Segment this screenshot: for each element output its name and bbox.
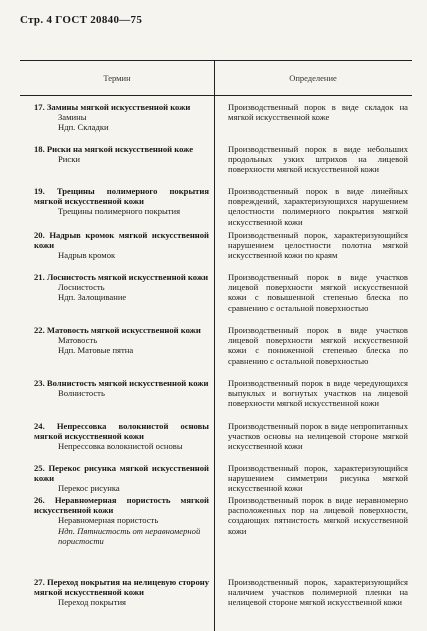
definition-18: Производственный порок в виде небольших продольных узких штрихов на лицевой поверхности мягкой искусственной кожи [228, 144, 408, 175]
definition-25: Производственный порок, характеризующийся нарушением симметрии рисунка мягкой искусственной кожи [228, 463, 408, 494]
term-deprecated: Ндп. Складки [58, 122, 109, 133]
term-title: 24. Непрессовка волокнистой основы мягкой искусственной кожи [34, 421, 209, 442]
term-synonym: Риски [58, 154, 80, 165]
definition-20: Производственный порок, характеризующийся нарушением целостности полотна мягкой искусственной кожи по краям [228, 230, 408, 261]
column-header-definition: Определение [289, 73, 337, 83]
definition-22: Производственный порок в виде участков лицевой поверхности мягкой искусственной кожи с пониженной степенью блеска по сравнению с остальной поверхностью [228, 325, 408, 366]
definition-17: Производственный порок в виде складок на мягкой искусственной коже [228, 102, 408, 123]
term-title: 17. Замины мягкой искусственной кожи [34, 102, 191, 112]
term-title: 25. Перекос рисунка мягкой искусственной кожи [34, 463, 209, 484]
term-synonym: Неравномерная пористость [58, 515, 159, 526]
term-synonym: Лоснистость [58, 282, 105, 293]
definition-27: Производственный порок, характеризующийся наличием участков полимерной пленки на нелицевой стороне мягкой искусственной кожи [228, 577, 408, 608]
table-header-rule [20, 95, 412, 96]
term-entry-22 [34, 325, 209, 356]
column-divider [214, 60, 215, 631]
page-header: Стр. 4 ГОСТ 20840—75 [20, 14, 143, 26]
term-entry-25 [34, 463, 209, 494]
term-synonym: Переход покрытия [58, 597, 127, 608]
term-entry-26 [34, 495, 209, 546]
term-synonym: Замины [58, 112, 87, 123]
definition-24: Производственный порок в виде непропитанных участков основы на нелицевой стороне мягкой искусственной кожи [228, 421, 408, 452]
term-entry-17 [34, 102, 209, 133]
term-synonym: Перекос рисунка [58, 483, 120, 494]
term-deprecated: Ндп. Матовые пятна [58, 345, 134, 356]
term-title: 23. Волнистость мягкой искусственной кожи [34, 378, 209, 388]
term-title: 20. Надрыв кромок мягкой искусственной кожи [34, 230, 209, 251]
term-title: 22. Матовость мягкой искусственной кожи [34, 325, 201, 335]
term-title: 21. Лоснистость мягкой искусственной кожи [34, 272, 209, 282]
term-synonym: Непрессовка волокнистой основы [58, 441, 183, 452]
term-entry-18 [34, 144, 209, 164]
term-entry-27 [34, 577, 209, 608]
term-entry-23 [34, 378, 209, 398]
definition-26: Производственный порок в виде неравномерно расположенных пор на лицевой поверхности, создающих пятнистость мягкой искусственной кожи [228, 495, 408, 536]
term-entry-24 [34, 421, 209, 452]
column-header-term: Термин [103, 73, 131, 83]
term-entry-21 [34, 272, 209, 303]
term-title: 27. Переход покрытия на нелицевую сторону мягкой искусственной кожи [34, 577, 209, 598]
definition-23: Производственный порок в виде чередующихся выпуклых и вогнутых участков на лицевой поверхности мягкой искусственной кожи [228, 378, 408, 409]
term-deprecated: Ндп. Пятнистость от неравномерной пористости [58, 525, 201, 546]
definition-21: Производственный порок в виде участков лицевой поверхности мягкой искусственной кожи с повышенной степенью блеска по сравнению с остальной поверхностью [228, 272, 408, 313]
term-synonym: Матовость [58, 335, 98, 346]
term-synonym: Трещины полимерного покрытия [58, 206, 181, 217]
term-entry-20 [34, 230, 209, 261]
term-entry-19 [34, 186, 209, 217]
definition-19: Производственный порок в виде линейных повреждений, характеризующихся нарушением целостности полимерного покрытия мягкой искусственной кожи [228, 186, 408, 227]
term-title: 26. Неравномерная пористость мягкой искусственной кожи [34, 495, 209, 516]
term-deprecated: Ндп. Залощивание [58, 292, 127, 303]
term-title: 18. Риски на мягкой искусственной коже [34, 144, 194, 154]
table-top-rule [20, 60, 412, 61]
term-synonym: Волнистость [58, 388, 105, 399]
term-title: 19. Трещины полимерного покрытия мягкой искусственной кожи [34, 186, 209, 207]
term-synonym: Надрыв кромок [58, 250, 116, 261]
